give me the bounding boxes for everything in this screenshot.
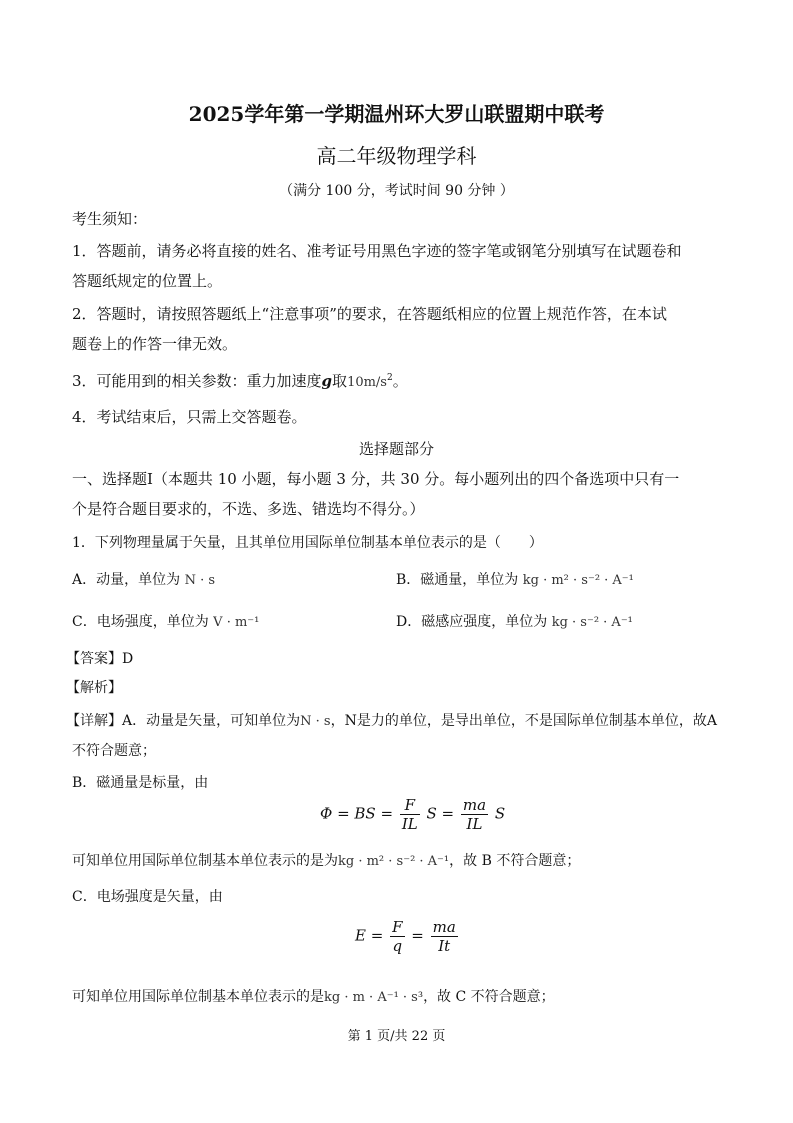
eq1-f2-denominator: IL (466, 815, 483, 833)
instruction-2-line-2: 题卷上的作答一律无效。 (72, 335, 238, 353)
eq2-mid: = (411, 926, 424, 945)
equation-flux (320, 796, 505, 833)
instruction-3-mid: 取 (332, 372, 348, 390)
detail-c-conclusion (72, 986, 555, 1006)
option-c-text: C．电场强度，单位为 (72, 614, 209, 630)
detail-c-text: 可知单位用国际单位制基本单位表示的是 (72, 989, 324, 1005)
option-c (72, 611, 259, 631)
eq2-f1-numerator: F (392, 918, 403, 936)
detail-a-unit: N · s (300, 714, 331, 729)
instruction-3-prefix: 3．可能用到的相关参数：重力加速度 (72, 372, 322, 390)
gravity-value: 10m/s (347, 375, 387, 390)
option-d-unit: kg · s⁻² · A⁻¹ (551, 615, 633, 630)
eq1-fraction-1 (400, 796, 420, 833)
detail-line-1 (66, 710, 717, 730)
option-d (396, 611, 633, 631)
instructions-heading: 考生须知： (72, 210, 148, 228)
detail-line-2: 不符合题意； (72, 743, 156, 759)
option-c-unit: V · m⁻¹ (213, 615, 260, 630)
option-a-unit: N · s (184, 573, 216, 588)
detail-c-intro: C．电场强度是矢量，由 (72, 889, 223, 905)
detail-b-rest: ，故 B 不符合题意； (449, 853, 581, 869)
detail-b-text: 可知单位用国际单位制基本单位表示的是为 (72, 853, 338, 869)
answer-line (66, 648, 133, 668)
instruction-2-line-1: 2．答题时，请按照答题纸上“注意事项”的要求，在答题纸相应的位置上规范作答，在本试 (72, 305, 667, 323)
detail-b-intro: B．磁通量是标量，由 (72, 775, 209, 791)
exam-subtitle: 高二年级物理学科 (316, 144, 477, 168)
section-title: 选择题部分 (358, 440, 434, 458)
page-footer: 第 1 页/共 22 页 (347, 1029, 446, 1044)
option-a (72, 569, 215, 589)
detail-b-unit: kg · m² · s⁻² · A⁻¹ (338, 854, 450, 869)
gravity-exponent: 2 (386, 373, 393, 383)
eq2-lhs: E = (355, 926, 384, 945)
equation-field (355, 918, 460, 955)
section-intro-line-1: 一、选择题Ⅰ（本题共 10 小题，每小题 3 分，共 30 分。每小题列出的四个备选项中只有一 (72, 470, 680, 488)
eq1-f1-denominator: IL (401, 815, 418, 833)
eq2-f2-numerator: ma (432, 918, 456, 936)
eq1-lhs: Φ = BS = (320, 804, 394, 823)
option-b-unit: kg · m² · s⁻² · A⁻¹ (522, 573, 634, 588)
answer-value: D (122, 651, 134, 667)
detail-c-rest: ，故 C 不符合题意； (423, 989, 555, 1005)
eq2-f1-denominator: q (392, 937, 403, 955)
exam-title: 2025学年第一学期温州环大罗山联盟期中联考 (188, 102, 605, 126)
exam-note: （满分 100 分，考试时间 90 分钟 ） (279, 183, 514, 199)
option-b (396, 569, 634, 589)
detail-a-rest: ，N是力的单位，是导出单位，不是国际单位制基本单位，故A (330, 713, 717, 729)
gravity-symbol: g (321, 372, 333, 390)
instruction-3-end: 。 (392, 372, 408, 390)
detail-label: 【详解】 (66, 713, 122, 729)
analysis-label: 【解析】 (66, 680, 122, 696)
instruction-1-line-1: 1．答题前，请务必将直接的姓名、准考证号用黑色字迹的签字笔或钢笔分别填写在试题卷和 (72, 242, 682, 260)
eq2-f2-denominator: It (438, 937, 451, 955)
eq1-f2-numerator: ma (462, 796, 487, 814)
instruction-1-line-2: 答题纸规定的位置上。 (72, 272, 223, 290)
instruction-4: 4．考试结束后，只需上交答题卷。 (72, 408, 307, 426)
section-intro-line-2: 个是符合题目要求的，不选、多选、错选均不得分。） (72, 500, 425, 518)
eq2-fraction-1 (390, 918, 404, 955)
detail-b-conclusion (72, 850, 580, 870)
detail-c-unit: kg · m · A⁻¹ · s³ (324, 990, 424, 1005)
eq1-mid: S = (426, 804, 455, 823)
option-d-text: D．磁感应强度，单位为 (396, 614, 548, 630)
option-a-text: A．动量，单位为 (72, 572, 181, 588)
eq1-f1-numerator: F (400, 796, 420, 815)
question-1-stem: 1．下列物理量属于矢量，且其单位用国际单位制基本单位表示的是（ ） (72, 535, 543, 551)
option-b-text: B．磁通量，单位为 (396, 572, 519, 588)
detail-a-text: A．动量是矢量，可知单位为 (122, 713, 301, 729)
eq1-fraction-2 (461, 796, 488, 833)
instruction-3 (72, 370, 408, 391)
eq1-end: S (494, 804, 506, 823)
answer-label: 【答案】 (66, 651, 122, 667)
eq2-fraction-2 (431, 918, 458, 955)
